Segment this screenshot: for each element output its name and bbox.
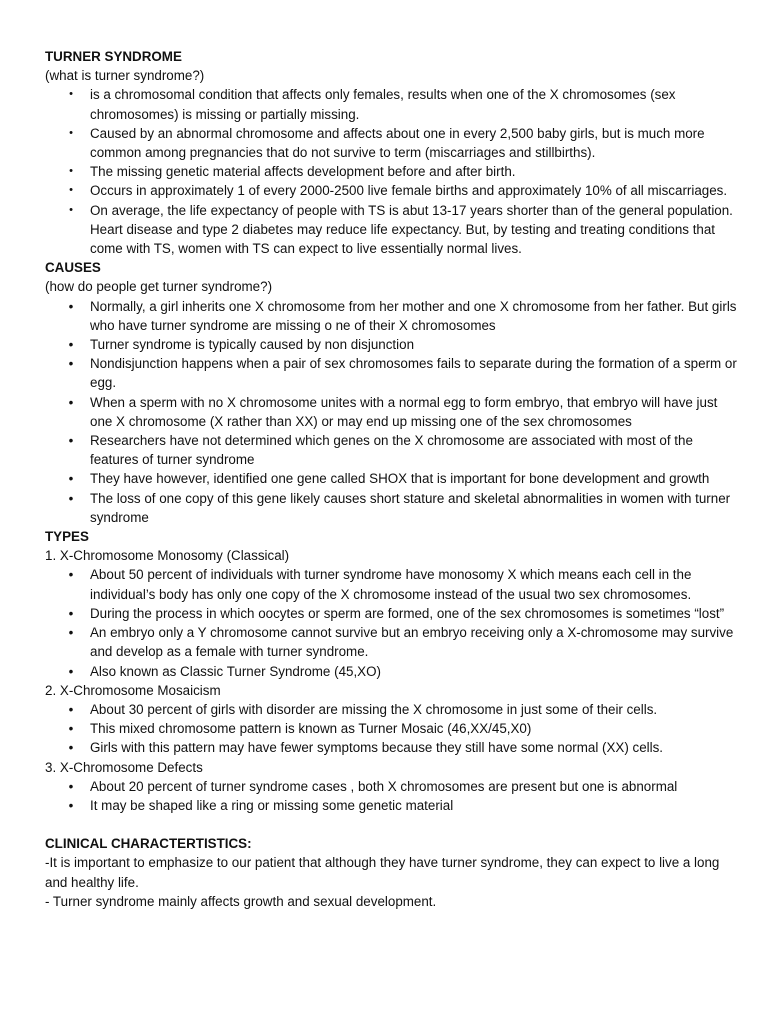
bullet-icon: • xyxy=(68,356,74,372)
list-item: • The loss of one copy of this gene likely causes short stature and skeletal abnormalities in women with turner syndrome xyxy=(45,489,738,527)
list-item: • About 50 percent of individuals with turner syndrome have monosomy X which means each cell in the individual’s body has only one copy of the X chromosome instead of the usual two sex chromosomes. xyxy=(45,565,738,603)
bullet-icon: • xyxy=(68,298,74,314)
spacer xyxy=(45,815,738,834)
bullet-icon: • xyxy=(69,88,73,101)
list-item: • This mixed chromosome pattern is known as Turner Mosaic (46,XX/45,X0) xyxy=(45,719,738,738)
list-item: • Researchers have not determined which genes on the X chromosome are associated with most of the features of turner syndrome xyxy=(45,431,738,469)
type-2-title: 2. X-Chromosome Mosaicism xyxy=(45,682,221,698)
list-item: • They have however, identified one gene called SHOX that is important for bone development and growth xyxy=(45,469,738,488)
bullet-icon: • xyxy=(68,567,74,583)
bullet-icon: • xyxy=(69,184,73,197)
list-item: • Also known as Classic Turner Syndrome (45,XO) xyxy=(45,662,738,681)
clinical-line: -It is important to emphasize to our patient that although they have turner syndrome, they can expect to live a long and healthy life. xyxy=(45,855,720,890)
list-item: • An embryo only a Y chromosome cannot survive but an embryo receiving only a X-chromosome may survive and develop as a female with turner syndrome. xyxy=(45,623,738,661)
list-item: • Turner syndrome is typically caused by non disjunction xyxy=(45,335,738,354)
causes-question: (how do people get turner syndrome?) xyxy=(45,279,273,295)
bullet-icon: • xyxy=(68,721,74,737)
bullet-icon: • xyxy=(68,625,74,641)
bullet-icon: • xyxy=(68,605,74,621)
type-3-bullet-list xyxy=(45,777,738,815)
type-3-title: 3. X-Chromosome Defects xyxy=(45,759,203,775)
list-item: • Normally, a girl inherits one X chromosome from her mother and one X chromosome from her father. But girls who have turner syndrome are missing o ne of their X chromosomes xyxy=(45,297,738,335)
list-item: • On average, the life expectancy of people with TS is abut 13-17 years shorter than of the general population. Heart disease and type 2 diabetes may reduce life expectancy. But, by testing and treating conditions that come with TS, women with TS can expect to live essentially normal lives. xyxy=(45,201,738,259)
bullet-icon: • xyxy=(69,165,73,178)
type-1-title: 1. X-Chromosome Monosomy (Classical) xyxy=(45,548,290,564)
list-item: • The missing genetic material affects development before and after birth. xyxy=(45,162,738,181)
types-heading: TYPES xyxy=(45,529,89,545)
intro-question: (what is turner syndrome?) xyxy=(45,68,205,84)
bullet-icon: • xyxy=(68,337,74,353)
bullet-icon: • xyxy=(68,433,74,449)
list-item: • It may be shaped like a ring or missing some genetic material xyxy=(45,796,738,815)
type-2-bullet-list xyxy=(45,700,738,758)
list-item: • About 20 percent of turner syndrome cases , both X chromosomes are present but one is abnormal xyxy=(45,777,738,796)
clinical-heading: CLINICAL CHARACTERTISTICS: xyxy=(45,836,252,852)
list-item: • When a sperm with no X chromosome unites with a normal egg to form embryo, that embryo will have just one X chromosome (X rather than XX) or may end up missing one of the sex chromosomes xyxy=(45,393,738,431)
list-item: • About 30 percent of girls with disorder are missing the X chromosome in just some of their cells. xyxy=(45,700,738,719)
bullet-icon: • xyxy=(68,490,74,506)
bullet-icon: • xyxy=(68,471,74,487)
bullet-icon: • xyxy=(68,394,74,410)
bullet-icon: • xyxy=(69,203,73,216)
intro-bullet-list xyxy=(45,85,738,258)
causes-heading: CAUSES xyxy=(45,260,101,276)
bullet-icon: • xyxy=(69,126,73,139)
list-item: • is a chromosomal condition that affects only females, results when one of the X chromosomes (sex chromosomes) is missing or partially missing. xyxy=(45,85,738,123)
title: TURNER SYNDROME xyxy=(45,49,182,64)
list-item: • During the process in which oocytes or sperm are formed, one of the sex chromosomes is sometimes “lost” xyxy=(45,604,738,623)
bullet-icon: • xyxy=(68,740,74,756)
clinical-line: - Turner syndrome mainly affects growth and sexual development. xyxy=(45,893,437,909)
list-item: • Girls with this pattern may have fewer symptoms because they still have some normal (XX) cells. xyxy=(45,738,738,757)
type-1-bullet-list xyxy=(45,565,738,680)
bullet-icon: • xyxy=(68,663,74,679)
causes-bullet-list xyxy=(45,297,738,527)
list-item: • Caused by an abnormal chromosome and affects about one in every 2,500 baby girls, but is much more common among pregnancies that do not survive to term (miscarriages and stillbirths). xyxy=(45,124,738,162)
bullet-icon: • xyxy=(68,797,74,813)
bullet-icon: • xyxy=(68,778,74,794)
list-item: • Occurs in approximately 1 of every 2000-2500 live female births and approximately 10% of all miscarriages. xyxy=(45,181,738,200)
list-item: • Nondisjunction happens when a pair of sex chromosomes fails to separate during the formation of a sperm or egg. xyxy=(45,354,738,392)
bullet-icon: • xyxy=(68,701,74,717)
